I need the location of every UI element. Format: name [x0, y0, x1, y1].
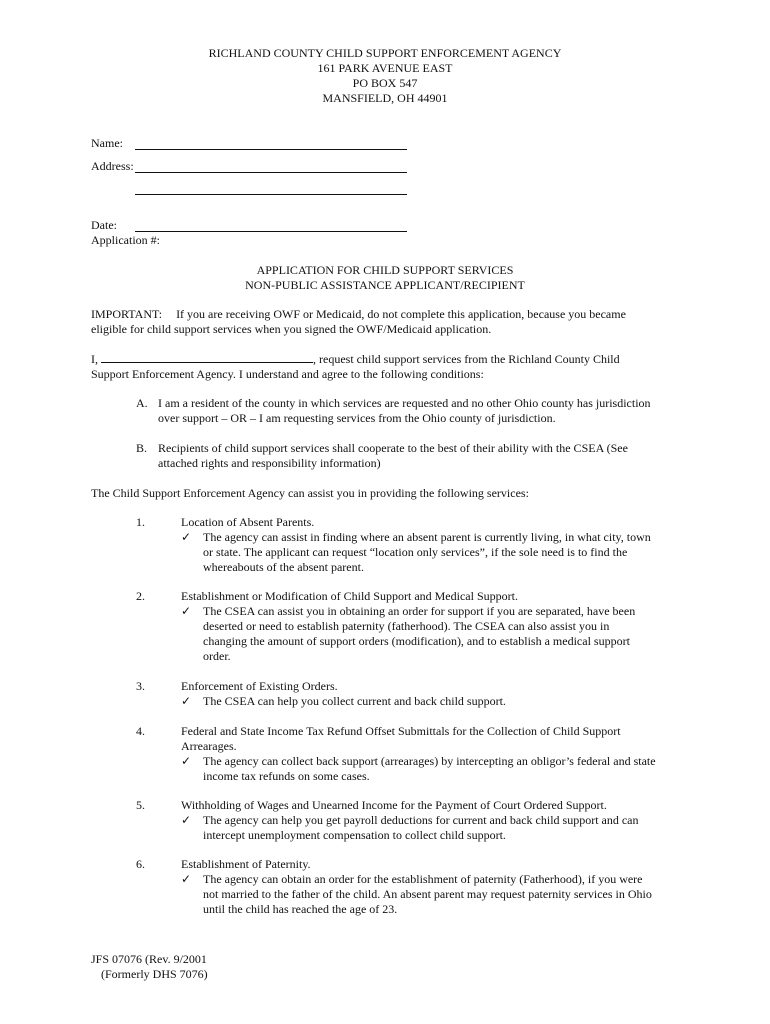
service-title: Arrearages. — [181, 739, 237, 753]
checkmark-icon: ✓ — [181, 872, 192, 886]
request-prefix: I, — [91, 352, 98, 366]
request-line-2: Support Enforcement Agency. I understand and agree to the following conditions: — [91, 367, 484, 381]
checkmark-icon: ✓ — [181, 604, 192, 618]
service-desc-line: intercept unemployment compensation to collect child support. — [203, 828, 506, 842]
agency-name: RICHLAND COUNTY CHILD SUPPORT ENFORCEMENT AGENCY — [208, 46, 562, 60]
agency-street: 161 PARK AVENUE EAST — [317, 61, 453, 75]
date-field[interactable] — [135, 230, 407, 232]
service-desc-line: until the child has reached the age of 23. — [203, 902, 398, 916]
service-title: Location of Absent Parents. — [181, 515, 315, 529]
address-field-line-1[interactable] — [135, 171, 407, 173]
service-desc-line: The CSEA can help you collect current and back child support. — [203, 694, 506, 708]
name-field[interactable] — [135, 148, 407, 150]
service-title: Federal and State Income Tax Refund Offset Submittals for the Collection of Child Support — [181, 724, 621, 738]
service-title: Establishment or Modification of Child Support and Medical Support. — [181, 589, 518, 603]
agency-pobox: PO BOX 547 — [352, 76, 418, 90]
service-desc-line: income tax refunds on some cases. — [203, 769, 370, 783]
date-label: Date: — [91, 218, 117, 232]
address-label: Address: — [91, 159, 134, 173]
form-id: JFS 07076 (Rev. 9/2001 — [91, 952, 207, 966]
form-footer — [91, 952, 208, 982]
service-item — [136, 515, 686, 575]
service-title: Establishment of Paternity. — [181, 857, 311, 871]
service-desc-line: whereabouts of the absent parent. — [203, 560, 364, 574]
important-line-2: eligible for child support services when you signed the OWF/Medicaid application. — [91, 322, 492, 336]
request-statement — [91, 351, 691, 382]
form-title — [0, 263, 770, 293]
application-number-label: Application #: — [91, 233, 160, 247]
service-item — [136, 589, 686, 664]
condition-line: attached rights and responsibility information) — [158, 456, 381, 470]
checkmark-icon: ✓ — [181, 530, 192, 544]
name-label: Name: — [91, 136, 123, 150]
service-desc-line: The agency can collect back support (arrearages) by intercepting an obligor’s federal and state — [203, 754, 656, 768]
service-number: 4. — [136, 724, 145, 738]
service-desc-line: deserted or need to establish paternity (fatherhood). The CSEA can also assist you in — [203, 619, 610, 633]
checkmark-icon: ✓ — [181, 813, 192, 827]
service-item — [136, 679, 686, 709]
condition-item — [136, 396, 686, 426]
service-number: 2. — [136, 589, 145, 603]
form-title-line-2: NON-PUBLIC ASSISTANCE APPLICANT/RECIPIENT — [245, 278, 525, 292]
service-desc-line: The agency can assist in finding where an absent parent is currently living, in what city, town — [203, 530, 651, 544]
address-field-line-2[interactable] — [135, 193, 407, 195]
service-number: 3. — [136, 679, 145, 693]
condition-letter: A. — [136, 396, 148, 410]
checkmark-icon: ✓ — [181, 694, 192, 708]
service-desc-line: or state. The applicant can request “location only services”, if the sole need is to find the — [203, 545, 628, 559]
service-desc-line: The agency can obtain an order for the establishment of paternity (Fatherhood), if you were — [203, 872, 643, 886]
service-desc-line: The CSEA can assist you in obtaining an order for support if you are separated, have been — [203, 604, 636, 618]
condition-letter: B. — [136, 441, 148, 455]
condition-line: over support – OR – I am requesting services from the Ohio county of jurisdiction. — [158, 411, 556, 425]
application-number-row — [91, 233, 421, 248]
service-desc-line: The agency can help you get payroll deductions for current and back child support and can — [203, 813, 639, 827]
service-number: 6. — [136, 857, 145, 871]
agency-city: MANSFIELD, OH 44901 — [322, 91, 448, 105]
service-desc-line: not married to the father of the child. An absent parent may request paternity services in Ohio — [203, 887, 652, 901]
agency-header — [0, 46, 770, 106]
service-desc-line: changing the amount of support orders (modification), and to establish a medical support — [203, 634, 630, 648]
checkmark-icon: ✓ — [181, 754, 192, 768]
service-number: 1. — [136, 515, 145, 529]
important-label: IMPORTANT: — [91, 307, 163, 321]
form-formerly: (Formerly DHS 7076) — [101, 967, 208, 981]
request-line-1-suffix: , request child support services from the Richland County Child — [313, 352, 620, 366]
service-title: Withholding of Wages and Unearned Income for the Payment of Court Ordered Support. — [181, 798, 607, 812]
applicant-name-blank[interactable] — [101, 351, 313, 363]
condition-item — [136, 441, 686, 471]
condition-line: I am a resident of the county in which services are requested and no other Ohio county has jurisdiction — [158, 396, 651, 410]
important-notice — [91, 307, 691, 337]
form-title-line-1: APPLICATION FOR CHILD SUPPORT SERVICES — [256, 263, 514, 277]
service-number: 5. — [136, 798, 145, 812]
services-intro: The Child Support Enforcement Agency can assist you in providing the following services: — [91, 486, 529, 500]
important-line-1: If you are receiving OWF or Medicaid, do not complete this application, because you became — [176, 307, 626, 321]
service-title: Enforcement of Existing Orders. — [181, 679, 338, 693]
service-item — [136, 857, 686, 917]
service-item — [136, 724, 686, 784]
condition-line: Recipients of child support services shall cooperate to the best of their ability with the CSEA (See — [158, 441, 628, 455]
service-item — [136, 798, 686, 843]
service-desc-line: order. — [203, 649, 231, 663]
